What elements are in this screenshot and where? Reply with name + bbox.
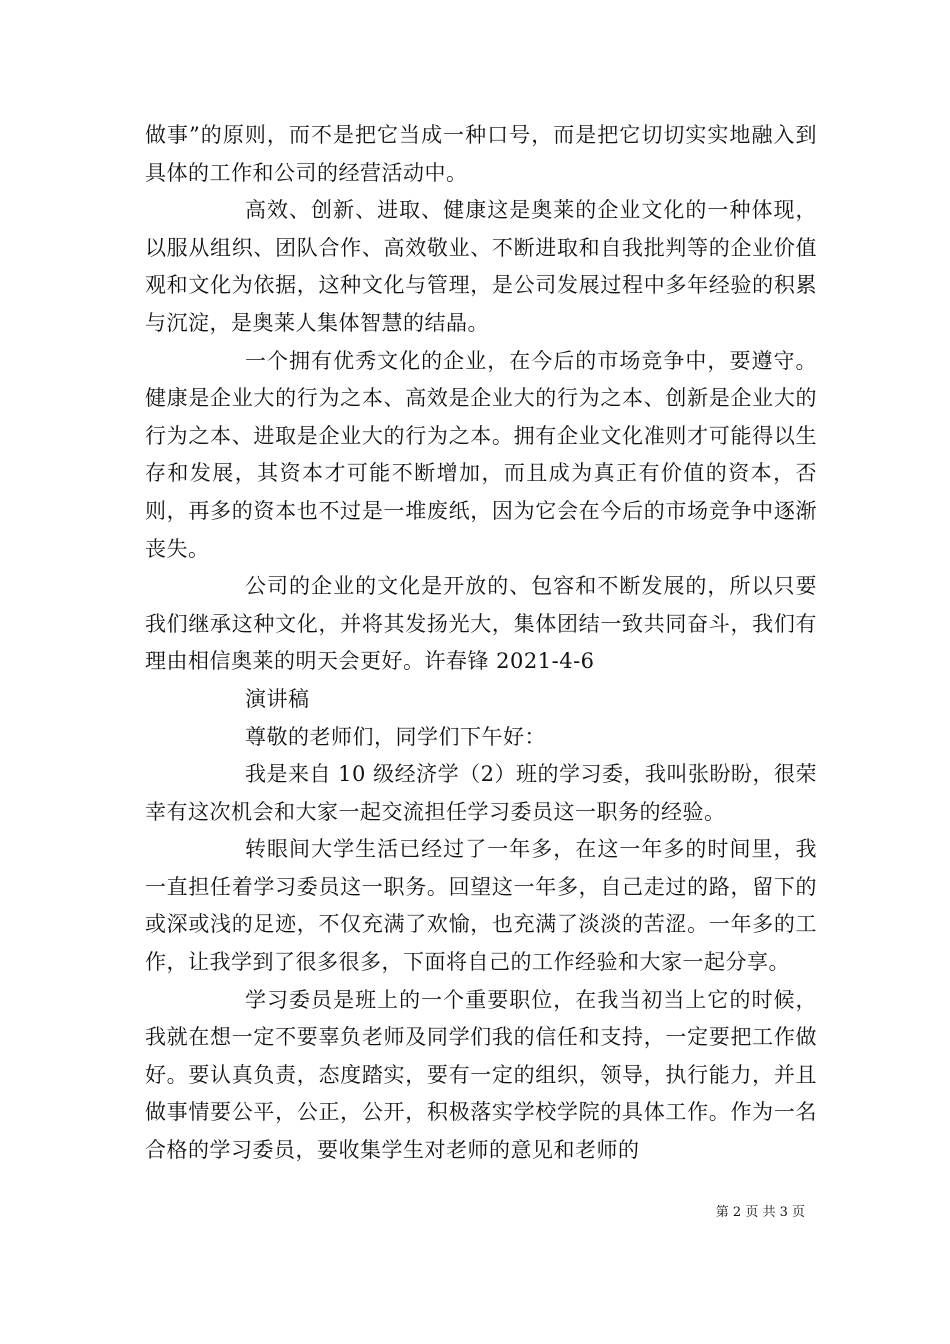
paragraph-open-culture: 公司的企业的文化是开放的、包容和不断发展的，所以只要我们继承这种文化，并将其发扬光大，集体团结一致共同奋斗，我们有理由相信奥莱的明天会更好。许春锋 2021-4-6 [145, 574, 817, 674]
speech-title: 演讲稿 [245, 686, 310, 711]
paragraph-experience: 转眼间大学生活已经过了一年多，在这一年多的时间里，我一直担任着学习委员这一职务。回望这一年多，自己走过的路，留下的或深或浅的足迹，不仅充满了欢愉，也充满了淡淡的苦涩。一年多的工作，让我学到了很多很多，下面将自己的工作经验和大家一起分享。 [145, 837, 817, 975]
paragraph-excellent-culture: 一个拥有优秀文化的企业，在今后的市场竞争中，要遵守。健康是企业大的行为之本、高效是企业大的行为之本、创新是企业大的行为之本、进取是企业大的行为之本。拥有企业文化准则才可能得以生存和发展，其资本才可能不断增加，而且成为真正有价值的资本，否则，再多的资本也不过是一堆废纸，因为它会在今后的市场竞争中逐渐丧失。 [145, 348, 817, 561]
paragraph-culture-values: 高效、创新、进取、健康这是奥莱的企业文化的一种体现，以服从组织、团队合作、高效敬业、不断进取和自我批判等的企业价值观和文化为依据，这种文化与管理，是公司发展过程中多年经验的积累与沉淀，是奥莱人集体智慧的结晶。 [145, 198, 817, 335]
paragraph-continuation: 做事”的原则，而不是把它当成一种口号，而是把它切切实实地融入到具体的工作和公司的经营活动中。 [145, 123, 817, 185]
page-number: 第 2 页 共 3 页 [715, 1205, 805, 1220]
paragraph-responsibilities: 学习委员是班上的一个重要职位，在我当初当上它的时候，我就在想一定不要辜负老师及同学们我的信任和支持，一定要把工作做好。要认真负责，态度踏实，要有一定的组织，领导，执行能力，并且做事情要公平，公正，公开，积极落实学校学院的具体工作。作为一名合格的学习委员，要收集学生对老师的意见和老师的 [145, 987, 817, 1163]
document-body [145, 117, 817, 1170]
speech-greeting: 尊敬的老师们，同学们下午好： [245, 724, 546, 749]
paragraph-introduction: 我是来自 10 级经济学（2）班的学习委，我叫张盼盼，很荣幸有这次机会和大家一起交流担任学习委员这一职务的经验。 [145, 762, 817, 824]
